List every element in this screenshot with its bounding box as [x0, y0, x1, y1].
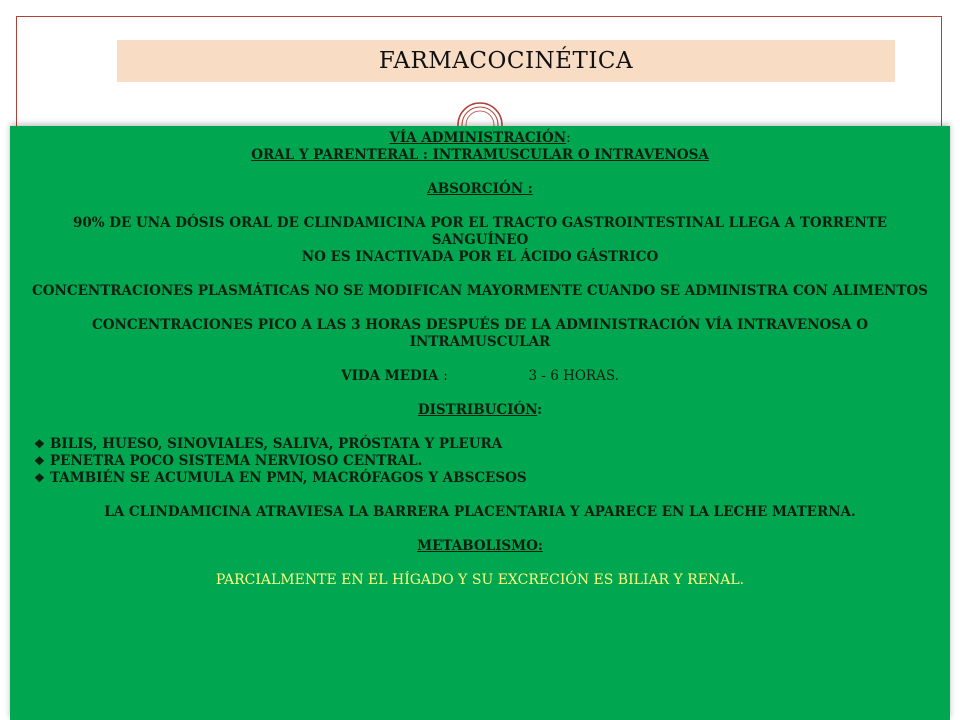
bullet-diamond-icon: ❖ — [34, 454, 45, 468]
vida-media-line — [24, 368, 936, 385]
vida-media-value: 3 - 6 HORAS. — [528, 368, 619, 384]
list-item — [34, 436, 936, 453]
distribucion-heading-line — [24, 402, 936, 419]
absorcion-line-1: 90% DE UNA DÓSIS ORAL DE CLINDAMICINA POR EL TRACTO GASTROINTESTINAL LLEGA A TORRENTE SANGUÍNEO — [72, 215, 888, 248]
content-panel — [10, 126, 950, 720]
metabolismo-heading: METABOLISMO: — [417, 538, 543, 554]
list-item — [34, 453, 936, 470]
metabolismo-text: PARCIALMENTE EN EL HÍGADO Y SU EXCRECIÓN ES BILIAR Y RENAL. — [215, 572, 745, 588]
absorcion-heading: ABSORCIÓN : — [427, 181, 533, 197]
vida-media-label: VIDA MEDIA — [341, 368, 439, 384]
absorcion-line-2: NO ES INACTIVADA POR EL ÁCIDO GÁSTRICO — [301, 249, 659, 265]
via-heading-line — [24, 130, 936, 147]
distribucion-heading: DISTRIBUCIÓN — [417, 402, 538, 418]
list-item-text: PENETRA POCO SISTEMA NERVIOSO CENTRAL. — [50, 453, 423, 469]
vida-media-colon: : — [443, 368, 448, 384]
bullet-diamond-icon: ❖ — [34, 471, 45, 485]
page-title: FARMACOCINÉTICA — [378, 48, 634, 74]
distribucion-note: LA CLINDAMICINA ATRAVIESA LA BARRERA PLACENTARIA Y APARECE EN LA LECHE MATERNA. — [104, 504, 856, 520]
absorcion-line-3: CONCENTRACIONES PLASMÁTICAS NO SE MODIFICAN MAYORMENTE CUANDO SE ADMINISTRA CON ALIMENTOS — [32, 283, 928, 299]
via-value: ORAL Y PARENTERAL : INTRAMUSCULAR O INTRAVENOSA — [251, 147, 709, 163]
distribucion-colon: : — [537, 402, 543, 418]
bullet-diamond-icon: ❖ — [34, 437, 45, 451]
list-item-text: BILIS, HUESO, SINOVIALES, SALIVA, PRÓSTATA Y PLEURA — [50, 436, 503, 452]
distribucion-list — [24, 436, 936, 487]
title-banner — [117, 40, 895, 82]
via-colon: : — [566, 130, 571, 146]
list-item-text: TAMBIÉN SE ACUMULA EN PMN, MACRÓFAGOS Y ABSCESOS — [50, 470, 527, 486]
list-item — [34, 470, 936, 487]
via-heading: VÍA ADMINISTRACIÓN — [389, 130, 567, 146]
absorcion-line-4: CONCENTRACIONES PICO A LAS 3 HORAS DESPUÉS DE LA ADMINISTRACIÓN VÍA INTRAVENOSA O INTRAMUSCULAR — [91, 317, 868, 350]
